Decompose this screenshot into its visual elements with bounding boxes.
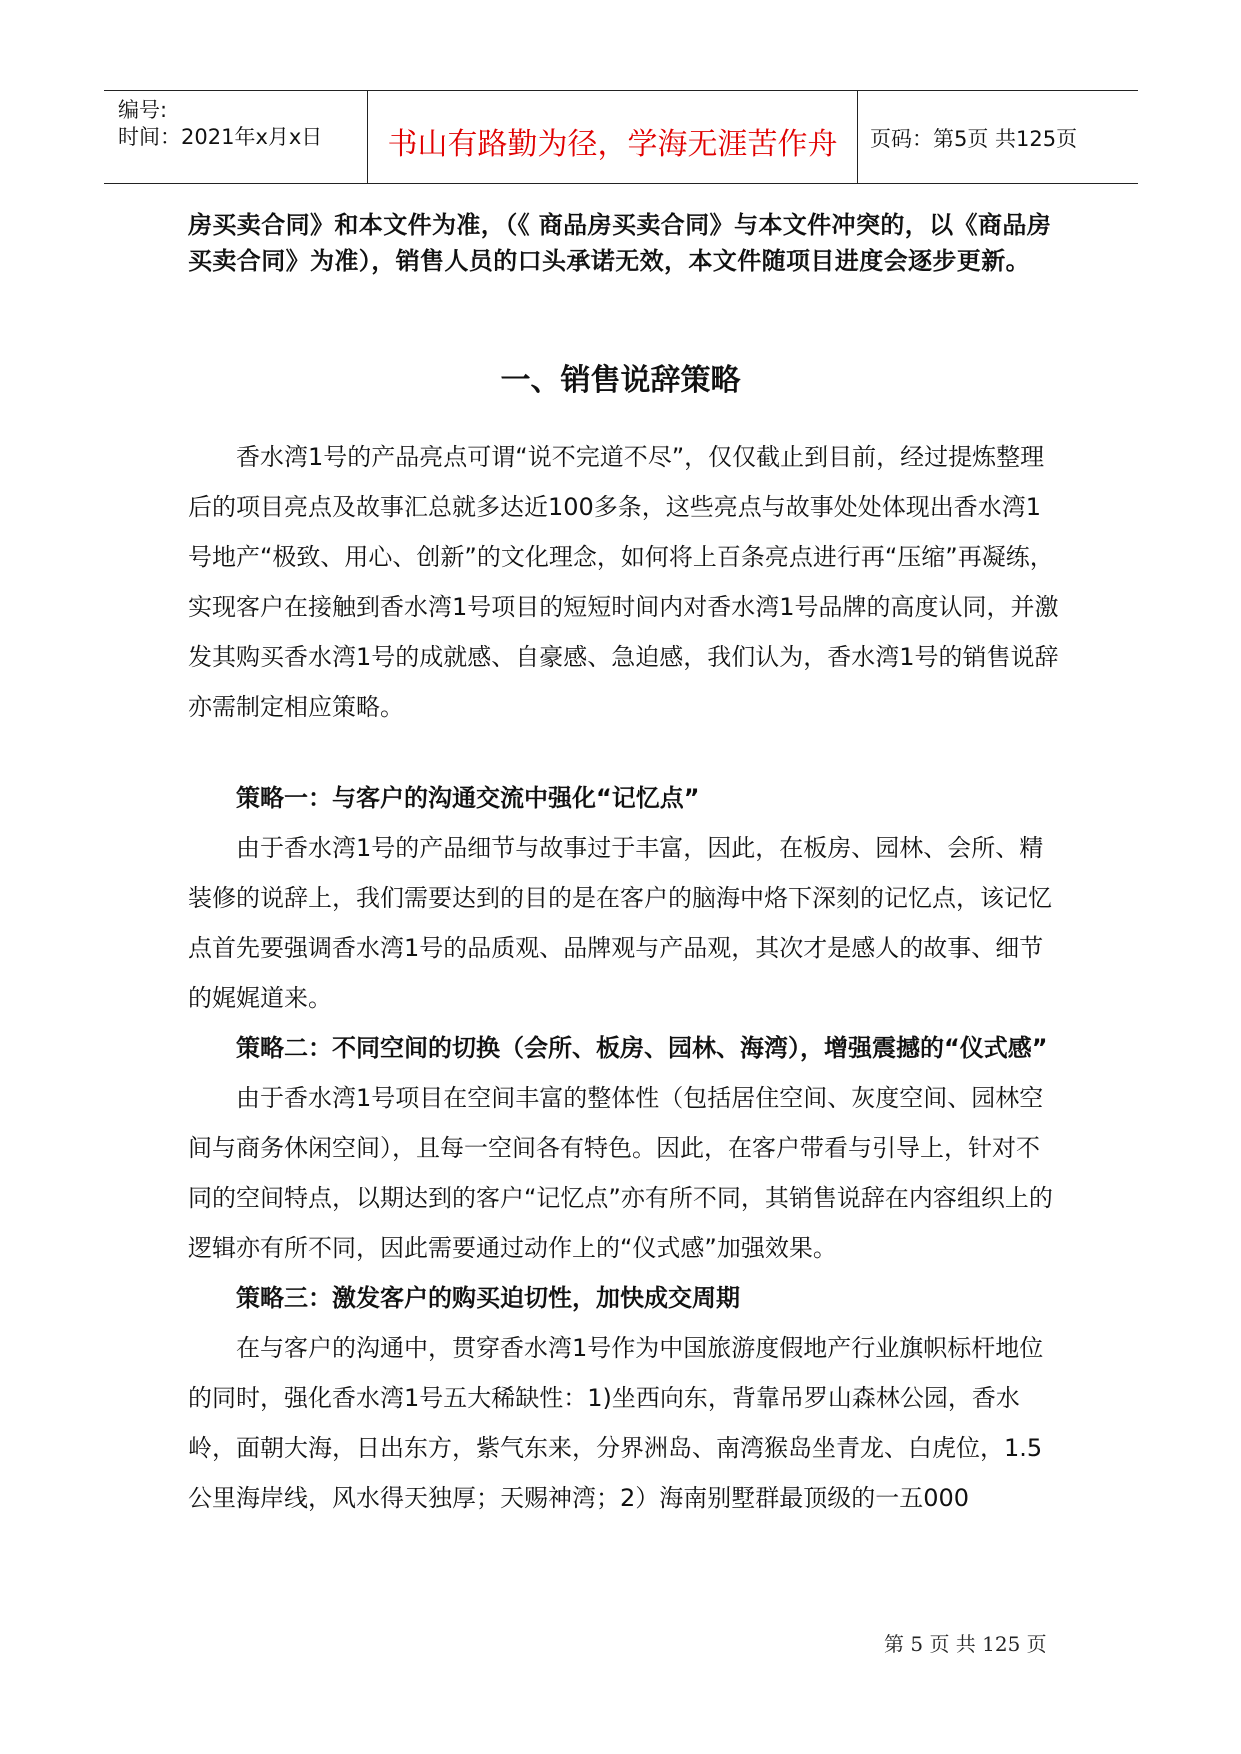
strategy-1-title: 策略一：与客户的沟通交流中强化“记忆点” bbox=[236, 784, 700, 812]
document-time-label: 时间：2021年x月x日 bbox=[118, 125, 323, 149]
strategy-3-title: 策略三：激发客户的购买迫切性，加快成交周期 bbox=[236, 1284, 740, 1312]
header-page-cell bbox=[856, 91, 1138, 183]
header-page-code: 页码：第5页 共125页 bbox=[870, 127, 1078, 151]
section-title: 一、销售说辞策略 bbox=[500, 363, 741, 398]
header-motto: 书山有路勤为径，学海无涯苦作舟 bbox=[387, 127, 838, 162]
header-meta-cell bbox=[104, 91, 367, 183]
header-motto-cell bbox=[367, 91, 858, 183]
page-header bbox=[104, 90, 1138, 184]
strategy-2-body: 由于香水湾1号项目在空间丰富的整体性（包括居住空间、灰度空间、园林空间与商务休闲空间），且每一空间各有特色。因此，在客户带看与引导上，针对不同的空间特点，以期达到的客户“记忆点”亦有所不同，其销售说辞在内容组织上的逻辑亦有所不同，因此需要通过动作上的“仪式感”加强效果。 bbox=[188, 1084, 1053, 1262]
continuation-paragraph: 房买卖合同》和本文件为准，（《 商品房买卖合同》与本文件冲突的，以《商品房买卖合同》为准），销售人员的口头承诺无效，本文件随项目进度会逐步更新。 bbox=[188, 211, 1052, 275]
strategies-list bbox=[188, 773, 1060, 1523]
document-number-label: 编号: bbox=[118, 98, 168, 122]
intro-paragraph: 香水湾1号的产品亮点可谓“说不完道不尽”，仅仅截止到目前，经过提炼整理后的项目亮点及故事汇总就多达近100多条，这些亮点与故事处处体现出香水湾1号地产“极致、用心、创新”的文化理念，如何将上百条亮点进行再“压缩”再凝练，实现客户在接触到香水湾1号项目的短短时间内对香水湾1号品牌的高度认同，并激发其购买香水湾1号的成就感、自豪感、急迫感，我们认为，香水湾1号的销售说辞亦需制定相应策略。 bbox=[188, 443, 1059, 721]
page-footer: 第 5 页 共 125 页 bbox=[884, 1632, 1047, 1656]
strategy-3-body: 在与客户的沟通中，贯穿香水湾1号作为中国旅游度假地产行业旗帜标杆地位的同时，强化香水湾1号五大稀缺性：1)坐西向东，背靠吊罗山森林公园，香水岭，面朝大海，日出东方，紫气东来，分界洲岛、南湾猴岛坐青龙、白虎位，1.5公里海岸线，风水得天独厚；天赐神湾；2）海南别墅群最顶级的一五000 bbox=[188, 1334, 1044, 1512]
strategy-2-title: 策略二：不同空间的切换（会所、板房、园林、海湾），增强震撼的“仪式感” bbox=[236, 1034, 1048, 1062]
strategy-1-body: 由于香水湾1号的产品细节与故事过于丰富，因此，在板房、园林、会所、精装修的说辞上，我们需要达到的目的是在客户的脑海中烙下深刻的记忆点，该记忆点首先要强调香水湾1号的品质观、品牌观与产品观，其次才是感人的故事、细节的娓娓道来。 bbox=[188, 834, 1052, 1012]
